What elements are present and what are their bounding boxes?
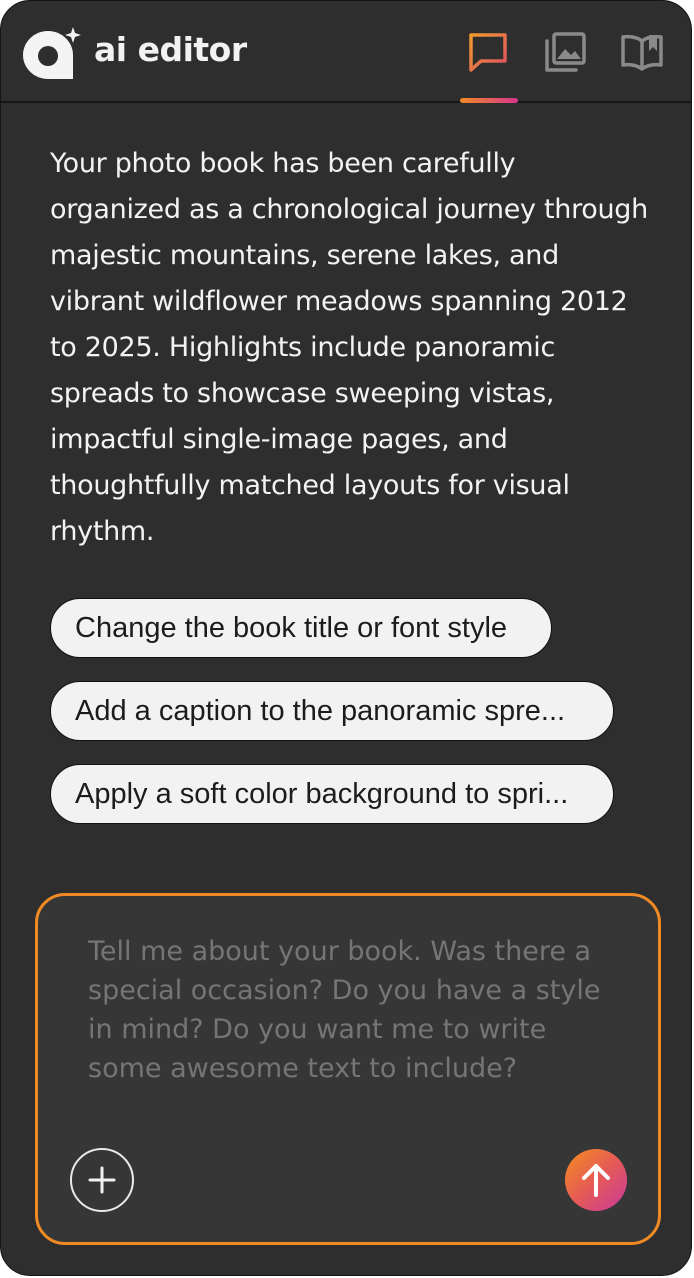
send-button[interactable] (565, 1149, 627, 1211)
tab-book[interactable] (619, 29, 665, 75)
app-title: ai editor (94, 30, 247, 69)
ai-sparkle-logo-icon (21, 25, 83, 83)
arrow-up-icon (580, 1162, 612, 1198)
header (1, 1, 691, 103)
open-book-icon (619, 29, 665, 75)
photo-library-icon (542, 29, 588, 75)
message-input[interactable] (88, 932, 628, 1132)
suggestion-chip[interactable]: Change the book title or font style (50, 598, 552, 658)
chat-icon (465, 29, 511, 75)
tab-photos[interactable] (542, 29, 588, 75)
suggestion-chip[interactable]: Add a caption to the panoramic spre... (50, 681, 614, 741)
message-composer (35, 893, 661, 1245)
plus-icon (87, 1165, 117, 1195)
active-tab-indicator (460, 98, 518, 103)
assistant-message: Your photo book has been carefully organized as a chronological journey through majestic mountains, serene lakes, and vibrant wildflower meadows spanning 2012 to 2025. Highlights include panoramic spreads to showcase sweeping vistas, impactful single-image pages, and thoughtfully matched layouts for visual rhythm. (50, 148, 648, 547)
add-attachment-button[interactable] (70, 1148, 134, 1212)
tab-chat[interactable] (465, 29, 511, 75)
suggestion-chip[interactable]: Apply a soft color background to spri... (50, 764, 614, 824)
